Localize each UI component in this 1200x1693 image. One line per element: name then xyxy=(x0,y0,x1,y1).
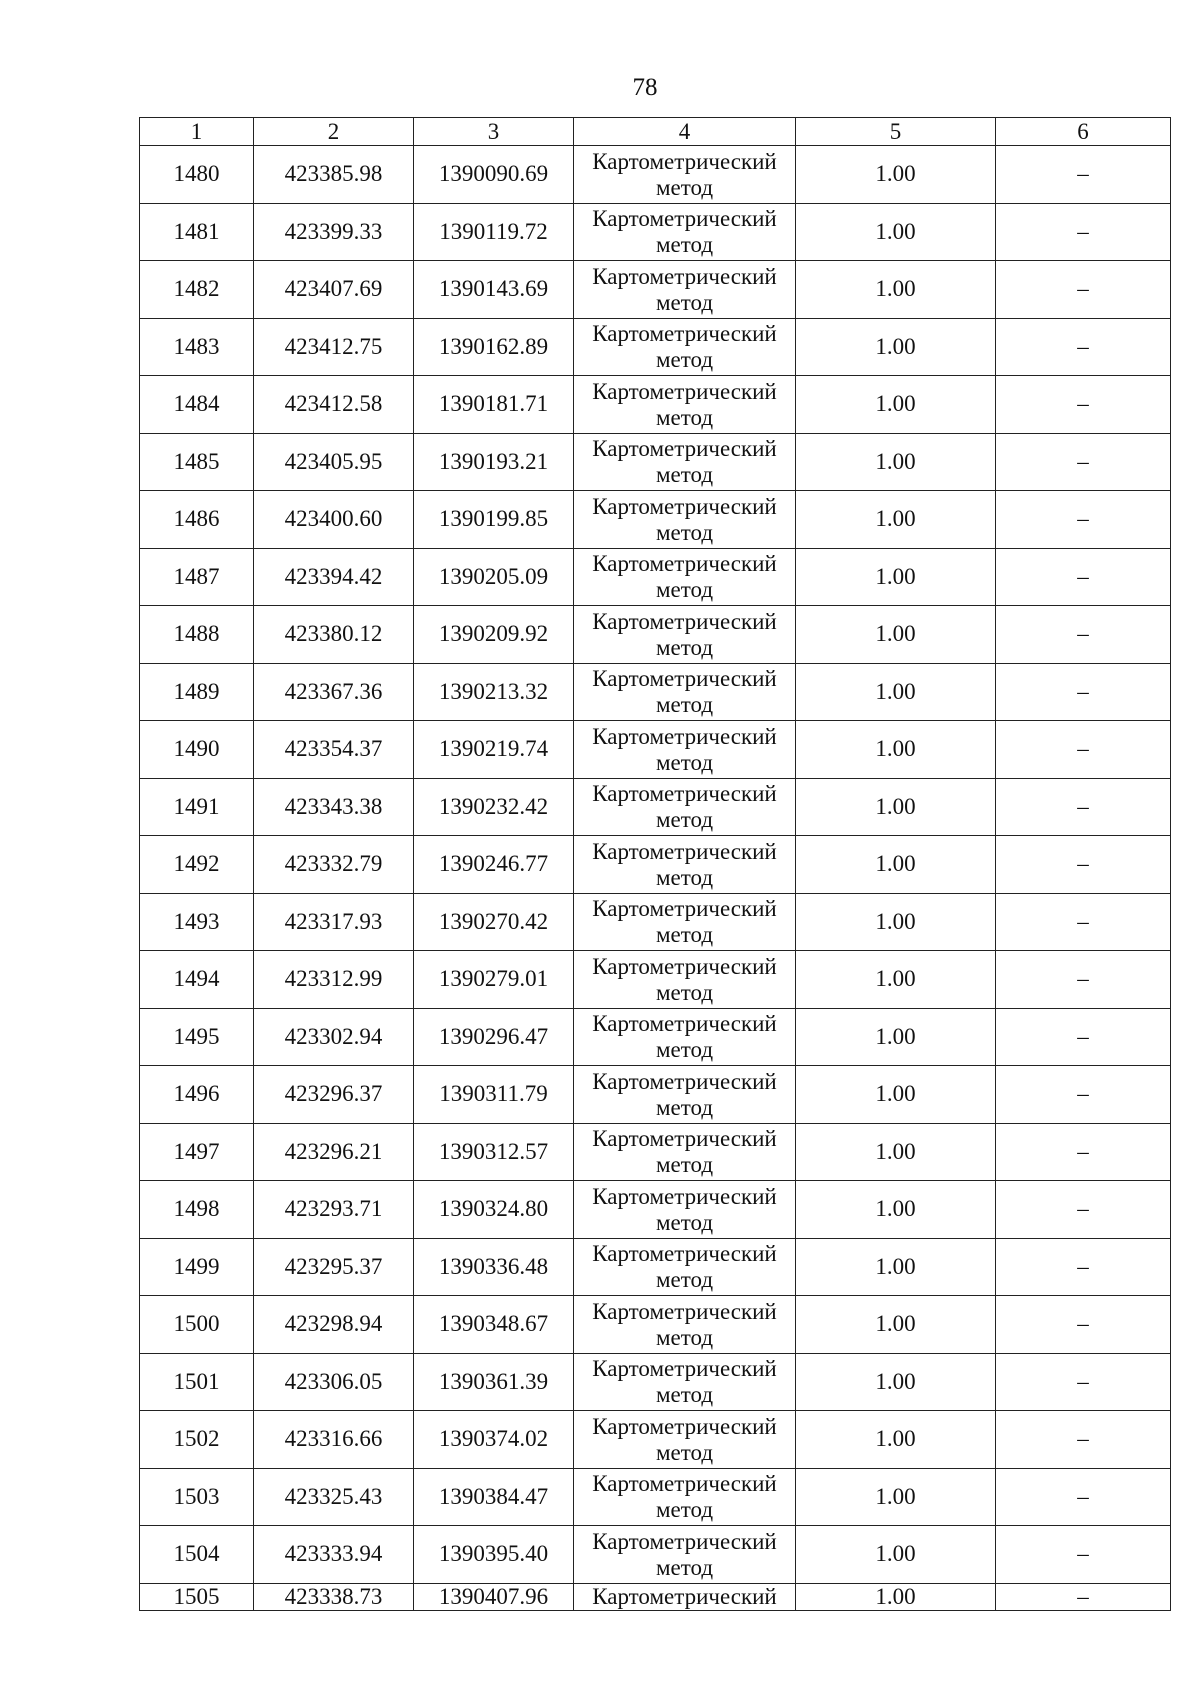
method-line-2: метод xyxy=(655,1382,714,1408)
cell-x: 423338.73 xyxy=(254,1583,414,1610)
cell-x: 423399.33 xyxy=(254,203,414,261)
cell-x: 423354.37 xyxy=(254,721,414,779)
cell-point-number: 1502 xyxy=(140,1411,254,1469)
method-line-1: Картометрический xyxy=(592,953,777,979)
method-line-1: Картометрический xyxy=(592,1241,777,1267)
table-row xyxy=(140,1181,1171,1239)
method-line-2: метод xyxy=(655,979,714,1005)
cell-point-number: 1496 xyxy=(140,1066,254,1124)
cell-y: 1390384.47 xyxy=(414,1468,574,1526)
cell-y: 1390181.71 xyxy=(414,376,574,434)
cell-y: 1390336.48 xyxy=(414,1238,574,1296)
cell-method xyxy=(574,663,796,721)
col-header-4: 4 xyxy=(574,118,796,146)
table-row xyxy=(140,491,1171,549)
method-line-1: Картометрический xyxy=(592,551,777,577)
cell-point-number: 1481 xyxy=(140,203,254,261)
cell-method xyxy=(574,261,796,319)
cell-x: 423412.58 xyxy=(254,376,414,434)
cell-x: 423293.71 xyxy=(254,1181,414,1239)
method-line-2: метод xyxy=(655,1094,714,1120)
method-line-1: Картометрический xyxy=(592,838,777,864)
cell-y: 1390270.42 xyxy=(414,893,574,951)
cell-x: 423380.12 xyxy=(254,606,414,664)
cell-method xyxy=(574,1468,796,1526)
cell-x: 423298.94 xyxy=(254,1296,414,1354)
cell-y: 1390395.40 xyxy=(414,1526,574,1584)
cell-y: 1390407.96 xyxy=(414,1583,574,1610)
cell-accuracy: 1.00 xyxy=(796,1583,996,1610)
cell-description: – xyxy=(996,606,1171,664)
cell-accuracy: 1.00 xyxy=(796,606,996,664)
cell-y: 1390162.89 xyxy=(414,318,574,376)
method-line-1: Картометрический xyxy=(592,1356,777,1382)
cell-method xyxy=(574,548,796,606)
cell-x: 423296.37 xyxy=(254,1066,414,1124)
cell-description: – xyxy=(996,1066,1171,1124)
cell-y: 1390279.01 xyxy=(414,951,574,1009)
cell-method xyxy=(574,376,796,434)
method-line-2: метод xyxy=(655,1267,714,1293)
cell-x: 423367.36 xyxy=(254,663,414,721)
table-row xyxy=(140,146,1171,204)
table-row xyxy=(140,606,1171,664)
cell-accuracy: 1.00 xyxy=(796,433,996,491)
cell-description: – xyxy=(996,1411,1171,1469)
cell-method xyxy=(574,318,796,376)
cell-description: – xyxy=(996,548,1171,606)
cell-accuracy: 1.00 xyxy=(796,318,996,376)
cell-accuracy: 1.00 xyxy=(796,1353,996,1411)
method-line-1: Картометрический xyxy=(592,666,777,692)
cell-accuracy: 1.00 xyxy=(796,778,996,836)
cell-y: 1390213.32 xyxy=(414,663,574,721)
cell-accuracy: 1.00 xyxy=(796,1181,996,1239)
method-line-2: метод xyxy=(655,347,714,373)
table-row xyxy=(140,548,1171,606)
method-line-2: метод xyxy=(655,462,714,488)
cell-accuracy: 1.00 xyxy=(796,261,996,319)
cell-method xyxy=(574,491,796,549)
cell-point-number: 1494 xyxy=(140,951,254,1009)
cell-point-number: 1482 xyxy=(140,261,254,319)
cell-accuracy: 1.00 xyxy=(796,893,996,951)
table-row xyxy=(140,663,1171,721)
cell-method xyxy=(574,1181,796,1239)
method-line-2: метод xyxy=(655,1209,714,1235)
header-row xyxy=(140,118,1171,146)
cell-accuracy: 1.00 xyxy=(796,376,996,434)
cell-point-number: 1493 xyxy=(140,893,254,951)
cell-x: 423316.66 xyxy=(254,1411,414,1469)
cell-point-number: 1490 xyxy=(140,721,254,779)
cell-accuracy: 1.00 xyxy=(796,548,996,606)
cell-point-number: 1483 xyxy=(140,318,254,376)
cell-x: 423306.05 xyxy=(254,1353,414,1411)
cell-description: – xyxy=(996,1008,1171,1066)
cell-method xyxy=(574,951,796,1009)
table-row xyxy=(140,1353,1171,1411)
table-row xyxy=(140,893,1171,951)
cell-x: 423333.94 xyxy=(254,1526,414,1584)
cell-y: 1390119.72 xyxy=(414,203,574,261)
cell-point-number: 1505 xyxy=(140,1583,254,1610)
method-line-2: метод xyxy=(655,1037,714,1063)
cell-point-number: 1497 xyxy=(140,1123,254,1181)
method-line-2: метод xyxy=(655,519,714,545)
cell-x: 423317.93 xyxy=(254,893,414,951)
cell-y: 1390199.85 xyxy=(414,491,574,549)
cell-description: – xyxy=(996,778,1171,836)
col-header-3: 3 xyxy=(414,118,574,146)
table-row xyxy=(140,318,1171,376)
cell-description: – xyxy=(996,893,1171,951)
cell-method xyxy=(574,778,796,836)
cell-y: 1390361.39 xyxy=(414,1353,574,1411)
cell-x: 423400.60 xyxy=(254,491,414,549)
table-row-last xyxy=(140,1583,1171,1610)
table-row xyxy=(140,203,1171,261)
cell-description: – xyxy=(996,721,1171,779)
cell-point-number: 1503 xyxy=(140,1468,254,1526)
cell-description: – xyxy=(996,951,1171,1009)
cell-description: – xyxy=(996,1353,1171,1411)
cell-point-number: 1484 xyxy=(140,376,254,434)
method-line-1: Картометрический xyxy=(592,1528,777,1554)
cell-method xyxy=(574,1238,796,1296)
method-line-1: Картометрический xyxy=(592,263,777,289)
table-row xyxy=(140,836,1171,894)
table-row xyxy=(140,376,1171,434)
method-line-2: метод xyxy=(655,174,714,200)
cell-description: – xyxy=(996,491,1171,549)
method-line-2: метод xyxy=(655,1439,714,1465)
cell-point-number: 1491 xyxy=(140,778,254,836)
cell-method xyxy=(574,433,796,491)
table-row xyxy=(140,261,1171,319)
cell-method xyxy=(574,606,796,664)
method-line-1: Картометрический xyxy=(592,1183,777,1209)
cell-method xyxy=(574,1296,796,1354)
method-line-1: Картометрический xyxy=(592,321,777,347)
cell-description: – xyxy=(996,318,1171,376)
cell-x: 423343.38 xyxy=(254,778,414,836)
cell-description: – xyxy=(996,376,1171,434)
cell-y: 1390232.42 xyxy=(414,778,574,836)
method-line-1: Картометрический xyxy=(592,723,777,749)
cell-method: Картометрический xyxy=(574,1583,796,1610)
table-row xyxy=(140,721,1171,779)
method-line-2: метод xyxy=(655,577,714,603)
cell-y: 1390205.09 xyxy=(414,548,574,606)
cell-y: 1390246.77 xyxy=(414,836,574,894)
col-header-6: 6 xyxy=(996,118,1171,146)
cell-point-number: 1492 xyxy=(140,836,254,894)
method-line-2: метод xyxy=(655,232,714,258)
method-line-2: метод xyxy=(655,749,714,775)
table-body xyxy=(140,146,1171,1611)
cell-description: – xyxy=(996,1296,1171,1354)
cell-y: 1390311.79 xyxy=(414,1066,574,1124)
cell-point-number: 1495 xyxy=(140,1008,254,1066)
cell-point-number: 1486 xyxy=(140,491,254,549)
cell-point-number: 1504 xyxy=(140,1526,254,1584)
cell-accuracy: 1.00 xyxy=(796,491,996,549)
table-row xyxy=(140,1066,1171,1124)
cell-method xyxy=(574,1123,796,1181)
cell-method xyxy=(574,1411,796,1469)
cell-accuracy: 1.00 xyxy=(796,1468,996,1526)
method-line-1: Картометрический xyxy=(592,436,777,462)
cell-method xyxy=(574,1066,796,1124)
method-line-2: метод xyxy=(655,289,714,315)
table-row xyxy=(140,1411,1171,1469)
cell-method xyxy=(574,1008,796,1066)
cell-description: – xyxy=(996,836,1171,894)
cell-x: 423412.75 xyxy=(254,318,414,376)
cell-description: – xyxy=(996,203,1171,261)
cell-point-number: 1480 xyxy=(140,146,254,204)
method-line-2: метод xyxy=(655,404,714,430)
col-header-5: 5 xyxy=(796,118,996,146)
cell-accuracy: 1.00 xyxy=(796,203,996,261)
cell-x: 423394.42 xyxy=(254,548,414,606)
cell-description: – xyxy=(996,1468,1171,1526)
table-row xyxy=(140,1238,1171,1296)
cell-description: – xyxy=(996,1526,1171,1584)
cell-x: 423325.43 xyxy=(254,1468,414,1526)
table-row xyxy=(140,1123,1171,1181)
cell-accuracy: 1.00 xyxy=(796,663,996,721)
scan-specks xyxy=(555,1618,715,1624)
cell-point-number: 1487 xyxy=(140,548,254,606)
cell-accuracy: 1.00 xyxy=(796,1066,996,1124)
cell-method xyxy=(574,1353,796,1411)
cell-y: 1390209.92 xyxy=(414,606,574,664)
cell-method xyxy=(574,146,796,204)
page-number: 78 xyxy=(632,74,658,101)
method-line-2: метод xyxy=(655,1554,714,1580)
cell-point-number: 1499 xyxy=(140,1238,254,1296)
cell-x: 423405.95 xyxy=(254,433,414,491)
table-row xyxy=(140,1468,1171,1526)
cell-method xyxy=(574,721,796,779)
cell-accuracy: 1.00 xyxy=(796,721,996,779)
cell-description: – xyxy=(996,1238,1171,1296)
cell-description: – xyxy=(996,1123,1171,1181)
cell-y: 1390312.57 xyxy=(414,1123,574,1181)
method-line-1: Картометрический xyxy=(592,1126,777,1152)
method-line-2: метод xyxy=(655,864,714,890)
cell-point-number: 1501 xyxy=(140,1353,254,1411)
method-line-1: Картометрический xyxy=(592,1068,777,1094)
cell-description: – xyxy=(996,663,1171,721)
cell-accuracy: 1.00 xyxy=(796,1008,996,1066)
cell-x: 423385.98 xyxy=(254,146,414,204)
cell-x: 423312.99 xyxy=(254,951,414,1009)
cell-accuracy: 1.00 xyxy=(796,951,996,1009)
cell-y: 1390296.47 xyxy=(414,1008,574,1066)
cell-method xyxy=(574,1526,796,1584)
cell-accuracy: 1.00 xyxy=(796,146,996,204)
cell-accuracy: 1.00 xyxy=(796,1411,996,1469)
method-line-2: метод xyxy=(655,634,714,660)
col-header-2: 2 xyxy=(254,118,414,146)
cell-description: – xyxy=(996,1181,1171,1239)
cell-point-number: 1488 xyxy=(140,606,254,664)
table-row xyxy=(140,778,1171,836)
method-line-2: метод xyxy=(655,807,714,833)
method-line-1: Картометрический xyxy=(592,896,777,922)
method-line-1: Картометрический xyxy=(592,493,777,519)
table-row xyxy=(140,951,1171,1009)
method-line-1: Картометрический xyxy=(592,1471,777,1497)
cell-x: 423295.37 xyxy=(254,1238,414,1296)
cell-description: – xyxy=(996,261,1171,319)
cell-x: 423296.21 xyxy=(254,1123,414,1181)
cell-y: 1390324.80 xyxy=(414,1181,574,1239)
cell-method xyxy=(574,836,796,894)
method-line-2: метод xyxy=(655,1497,714,1523)
table-row xyxy=(140,433,1171,491)
cell-method xyxy=(574,893,796,951)
cell-point-number: 1485 xyxy=(140,433,254,491)
cell-y: 1390143.69 xyxy=(414,261,574,319)
table-row xyxy=(140,1008,1171,1066)
table-row xyxy=(140,1296,1171,1354)
cell-y: 1390348.67 xyxy=(414,1296,574,1354)
cell-description: – xyxy=(996,1583,1171,1610)
cell-point-number: 1489 xyxy=(140,663,254,721)
cell-point-number: 1500 xyxy=(140,1296,254,1354)
method-line-2: метод xyxy=(655,1152,714,1178)
cell-method xyxy=(574,203,796,261)
cell-accuracy: 1.00 xyxy=(796,1526,996,1584)
method-line-1: Картометрический xyxy=(592,1298,777,1324)
method-line-2: метод xyxy=(655,692,714,718)
cell-y: 1390374.02 xyxy=(414,1411,574,1469)
method-line-1: Картометрический xyxy=(592,378,777,404)
method-line-1: Картометрический xyxy=(592,148,777,174)
cell-accuracy: 1.00 xyxy=(796,1296,996,1354)
cell-x: 423332.79 xyxy=(254,836,414,894)
method-line-2: метод xyxy=(655,1324,714,1350)
col-header-1: 1 xyxy=(140,118,254,146)
method-line-1: Картометрический xyxy=(592,1413,777,1439)
cell-accuracy: 1.00 xyxy=(796,836,996,894)
table-row xyxy=(140,1526,1171,1584)
cell-description: – xyxy=(996,433,1171,491)
cell-y: 1390219.74 xyxy=(414,721,574,779)
cell-x: 423407.69 xyxy=(254,261,414,319)
method-line-1: Картометрический xyxy=(592,206,777,232)
cell-y: 1390193.21 xyxy=(414,433,574,491)
cell-y: 1390090.69 xyxy=(414,146,574,204)
cell-accuracy: 1.00 xyxy=(796,1123,996,1181)
coordinates-table xyxy=(139,117,1171,1611)
cell-description: – xyxy=(996,146,1171,204)
method-line-1: Картометрический xyxy=(592,781,777,807)
cell-x: 423302.94 xyxy=(254,1008,414,1066)
method-line-1: Картометрический xyxy=(592,1011,777,1037)
method-line-1: Картометрический xyxy=(592,608,777,634)
cell-accuracy: 1.00 xyxy=(796,1238,996,1296)
method-line-2: метод xyxy=(655,922,714,948)
cell-point-number: 1498 xyxy=(140,1181,254,1239)
